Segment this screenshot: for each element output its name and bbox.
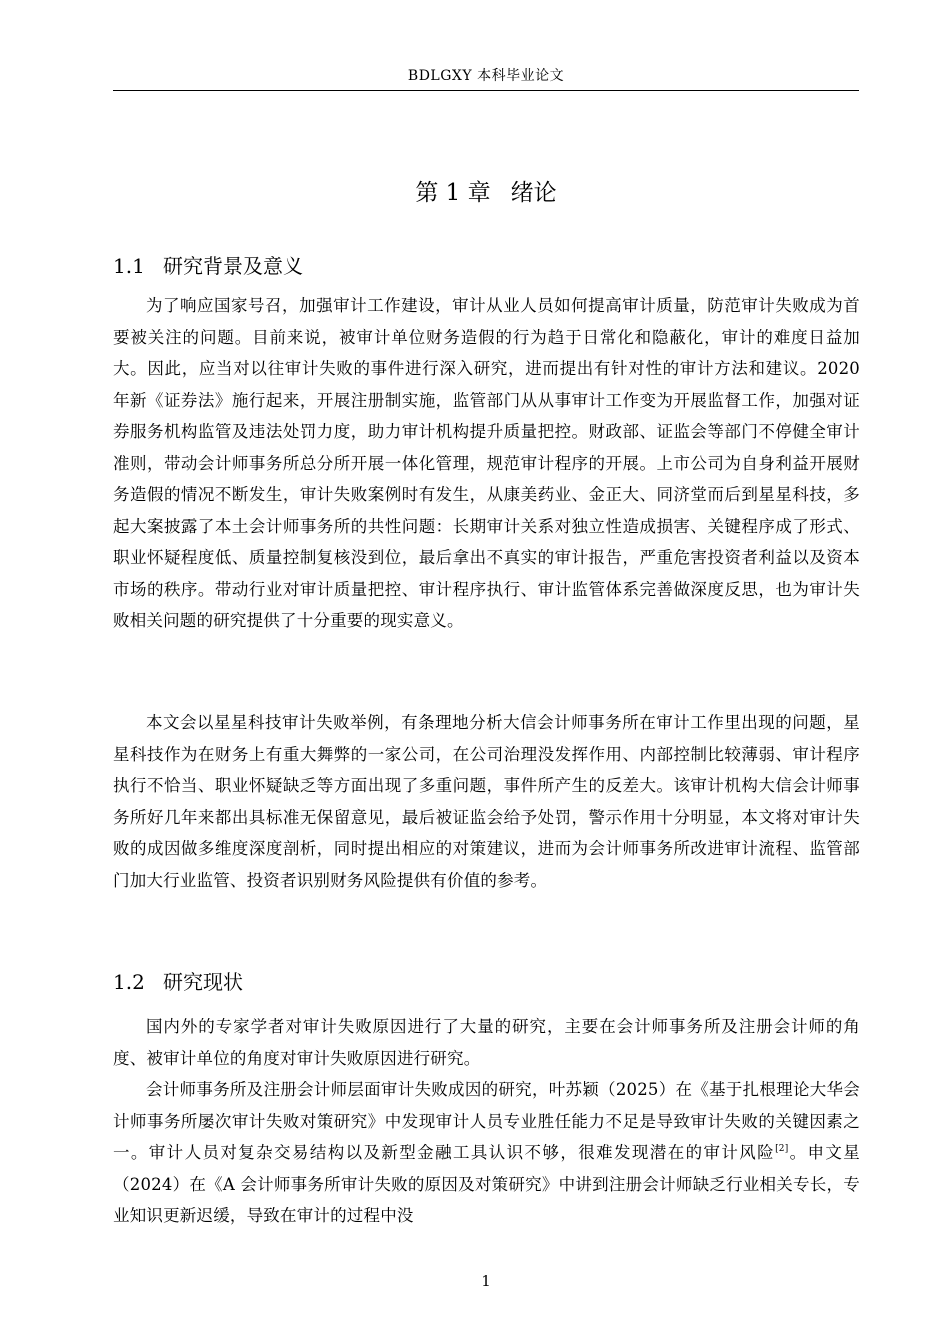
paragraph: 国内外的专家学者对审计失败原因进行了大量的研究，主要在会计师事务所及注册会计师的角度、被审计单位的角度对审计失败原因进行研究。 [113, 1017, 860, 1068]
section-heading-1-2 [113, 967, 243, 997]
chapter-name: 绪论 [510, 180, 557, 206]
header-divider [113, 90, 859, 91]
section-title: 研究背景及意义 [163, 254, 303, 278]
paragraph-text: 会计师事务所及注册会计师层面审计失败成因的研究，叶苏颖（2025）在《基于扎根理论大华会计师事务所屡次审计失败对策研究》中发现审计人员专业胜任能力不足是导致审计失败的关键因素之一。审计人员对复杂交易结构以及新型金融工具认识不够，很难发现潜在的审计风险 [113, 1080, 860, 1162]
running-header: BDLGXY 本科毕业论文 [407, 68, 565, 84]
section-heading-1-1 [113, 251, 303, 281]
chapter-title [113, 176, 859, 210]
citation-marker[interactable]: [2] [775, 1144, 789, 1154]
page-number: 1 [481, 1272, 491, 1290]
paragraph [113, 1074, 860, 1232]
paragraph: 为了响应国家号召，加强审计工作建设，审计从业人员如何提高审计质量，防范审计失败成为首要被关注的问题。目前来说，被审计单位财务造假的行为趋于日常化和隐蔽化，审计的难度日益加大。因此，应当对以往审计失败的事件进行深入研究，进而提出有针对性的审计方法和建议。2020 年新《证券法》施行起来，开展注册制实施，监管部门从从事审计工作变为开展监督工作，加强对证券服务机构监管及违法处罚力度，助力审计机构提升质量把控。财政部、证监会等部门不停健全审计准则，带动会计师事务所总分所开展一体化管理，规范审计程序的开展。上市公司为自身利益开展财务造假的情况不断发生，审计失败案例时有发生，从康美药业、金正大、同济堂而后到星星科技，多起大案披露了本土会计师事务所的共性问题：长期审计关系对独立性造成损害、关键程序成了形式、职业怀疑程度低、质量控制复核没到位，最后拿出不真实的审计报告，严重危害投资者利益以及资本市场的秩序。带动行业对审计质量把控、审计程序执行、审计监管体系完善做深度反思，也为审计失败相关问题的研究提供了十分重要的现实意义。 [113, 296, 860, 630]
chapter-number: 第 1 章 [415, 180, 491, 206]
section-number: 1.1 [113, 254, 145, 278]
section-number: 1.2 [113, 970, 145, 994]
section-title: 研究现状 [163, 970, 243, 994]
paragraph-text: 。申文星（2024）在《A 会计师事务所审计失败的原因及对策研究》中讲到注册会计师缺乏行业相关专长，专业知识更新迟缓，导致在审计的过程中没 [113, 1143, 860, 1225]
paragraph: 本文会以星星科技审计失败举例，有条理地分析大信会计师事务所在审计工作里出现的问题，星星科技作为在财务上有重大舞弊的一家公司，在公司治理没发挥作用、内部控制比较薄弱、审计程序执行不恰当、职业怀疑缺乏等方面出现了多重问题，事件所产生的反差大。该审计机构大信会计师事务所好几年来都出具标准无保留意见，最后被证监会给予处罚，警示作用十分明显，本文将对审计失败的成因做多维度深度剖析，同时提出相应的对策建议，进而为会计师事务所改进审计流程、监管部门加大行业监管、投资者识别财务风险提供有价值的参考。 [113, 713, 860, 890]
